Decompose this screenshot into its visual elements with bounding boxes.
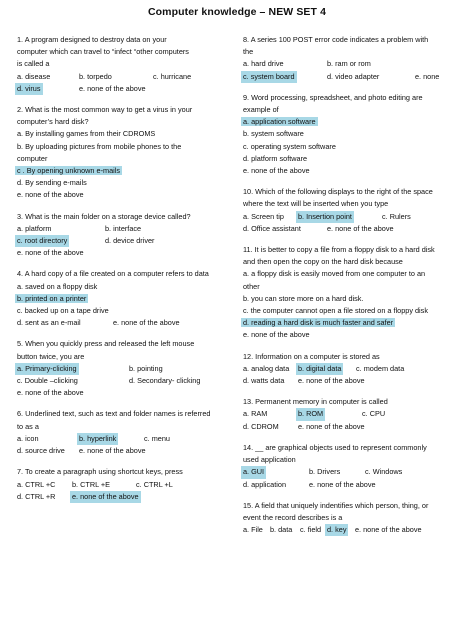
question-5	[17, 338, 235, 399]
options-row	[17, 223, 235, 235]
option-d: d. application	[243, 479, 287, 489]
question-text: example of	[243, 105, 279, 115]
option-b-answer: b. ROM	[296, 408, 325, 420]
option-c: c. CPU	[362, 409, 386, 419]
option-a-answer: a. application software	[243, 117, 316, 127]
options-row	[243, 524, 465, 536]
options-row	[243, 479, 465, 491]
question-14	[243, 442, 465, 491]
option-e: e. none	[415, 71, 440, 81]
option-e: e. none of the above	[17, 388, 84, 398]
option-b: b. system software	[243, 129, 304, 139]
option-c: c. menu	[144, 433, 170, 443]
options-row	[17, 235, 235, 247]
option-b: b. pointing	[129, 363, 163, 373]
option-e: e. none of the above	[309, 479, 376, 489]
options-row	[243, 58, 465, 70]
question-text: 3. What is the main folder on a storage device called?	[17, 211, 191, 221]
option-e: e. none of the above	[298, 376, 365, 386]
option-a: a. File	[243, 525, 263, 535]
question-text: 15. A field that uniquely indentifies which person, thing, or	[243, 500, 429, 510]
option-a: a. platform	[17, 223, 52, 233]
question-text: to as a	[17, 421, 39, 431]
option-b: b. By uploading pictures from mobile phones to the	[17, 141, 182, 151]
option-a: a. disease	[17, 71, 51, 81]
question-text: 13. Permanent memory in computer is called	[243, 397, 388, 407]
option-b: b. interface	[105, 223, 142, 233]
option-c: c. backed up on a tape drive	[17, 306, 109, 316]
options-row	[243, 408, 465, 420]
option-d: d. By sending e-mails	[17, 178, 87, 188]
option-a: a. RAM	[243, 409, 268, 419]
question-text: 2. What is the most common way to get a virus in your	[17, 105, 193, 115]
option-a: a. saved on a floppy disk	[17, 281, 98, 291]
option-e: e. none of the above	[243, 330, 310, 340]
question-text: 11. It is better to copy a file from a floppy disk to a hard disk	[243, 245, 435, 255]
option-b-answer: b. hyperlink	[77, 433, 118, 445]
options-row	[17, 317, 235, 329]
option-e: e. none of the above	[17, 190, 84, 200]
option-b-answer: b. digital data	[296, 363, 343, 375]
options-row	[243, 211, 465, 223]
question-text: 9. Word processing, spreadsheet, and photo editing are	[243, 92, 423, 102]
right-column	[243, 34, 465, 545]
question-text: 7. To create a paragraph using shortcut keys, press	[17, 467, 183, 477]
option-d: d. Office assistant	[243, 223, 301, 233]
options-row	[17, 479, 235, 491]
option-e: e. none of the above	[113, 318, 180, 328]
option-b: b. data	[270, 525, 293, 535]
question-7	[17, 466, 235, 503]
option-d: d. Secondary- clicking	[129, 376, 201, 386]
option-d-answer: d. key	[325, 524, 348, 536]
option-c: c. operating system software	[243, 141, 336, 151]
options-row	[17, 375, 235, 387]
option-d: d. video adapter	[327, 71, 380, 81]
option-d: d. sent as an e-mail	[17, 318, 81, 328]
option-b-answer: b. Insertion point	[296, 211, 354, 223]
left-column	[17, 34, 235, 512]
option-c-answer: c . By opening unknown e-mails	[17, 166, 121, 176]
option-c: c. the computer cannot open a file stored on a floppy disk	[243, 306, 428, 316]
option-c: c. modem data	[356, 363, 405, 373]
option-d: d. CTRL +R	[17, 491, 56, 501]
option-a: a. a floppy disk is easily moved from one computer to an	[243, 269, 426, 279]
options-row	[17, 445, 235, 457]
question-2	[17, 104, 235, 202]
option-e: e. none of the above	[79, 446, 146, 456]
options-row	[243, 223, 465, 235]
option-b: b. CTRL +E	[72, 479, 111, 489]
options-row	[243, 71, 465, 83]
option-c: c. Windows	[365, 467, 403, 477]
option-b-cont: computer	[17, 153, 48, 163]
option-c: c. CTRL +L	[136, 479, 173, 489]
option-d-answer: d. reading a hard disk is much faster and safer	[243, 318, 394, 328]
question-text: computer which can travel to “infect “other computers	[17, 47, 189, 57]
option-d: d. platform software	[243, 153, 308, 163]
question-text: event the record describes is a	[243, 512, 343, 522]
options-row	[243, 375, 465, 387]
option-b: b. Drivers	[309, 467, 341, 477]
option-d-answer: d. virus	[15, 83, 43, 95]
option-d: d. source drive	[17, 446, 65, 456]
question-13	[243, 396, 465, 433]
question-text: is called a	[17, 59, 50, 69]
option-c-answer: c. root directory	[15, 235, 69, 247]
option-a: a. By installing games from their CDROMS	[17, 129, 156, 139]
question-3	[17, 211, 235, 260]
question-text: button twice, you are	[17, 351, 85, 361]
question-8	[243, 34, 465, 83]
option-e: e. none of the above	[79, 83, 146, 93]
question-4	[17, 268, 235, 329]
options-row	[17, 491, 235, 503]
question-12	[243, 351, 465, 388]
option-e: e. none of the above	[327, 223, 394, 233]
option-c: c. Double –clicking	[17, 376, 78, 386]
option-e: e. none of the above	[243, 166, 310, 176]
option-d: d. device driver	[105, 236, 155, 246]
question-text: 14. __ are graphical objects used to represent commonly	[243, 442, 427, 452]
question-text: 5. When you quickly press and released the left mouse	[17, 339, 195, 349]
option-e: e. none of the above	[355, 525, 422, 535]
question-text: and then open the copy on the hard disk because	[243, 257, 403, 267]
option-b: b. you can store more on a hard disk.	[243, 293, 364, 303]
option-e: e. none of the above	[298, 421, 365, 431]
question-text: 4. A hard copy of a file created on a computer refers to data	[17, 269, 209, 279]
question-text: 8. A series 100 POST error code indicates a problem with	[243, 35, 429, 44]
option-b: b. torpedo	[79, 71, 112, 81]
option-e-answer: e. none of the above	[70, 491, 141, 503]
question-text: the	[243, 47, 254, 57]
option-a: a. hard drive	[243, 59, 284, 69]
question-15	[243, 500, 465, 537]
question-text: 10. Which of the following displays to the right of the space	[243, 187, 433, 197]
option-c: c. hurricane	[153, 71, 192, 81]
option-a: a. analog data	[243, 363, 290, 373]
option-a-answer: a. Primary-clicking	[15, 363, 79, 375]
options-row	[243, 363, 465, 375]
question-10	[243, 186, 465, 235]
option-e: e. none of the above	[17, 248, 84, 258]
option-a: a. icon	[17, 433, 39, 443]
question-text: 12. Information on a computer is stored as	[243, 351, 380, 361]
question-text: where the text will be inserted when you type	[243, 199, 389, 209]
option-d: d. CDROM	[243, 421, 279, 431]
options-row	[17, 363, 235, 375]
question-text: used application	[243, 455, 296, 465]
option-b: b. ram or rom	[327, 59, 371, 69]
question-1	[17, 34, 235, 95]
question-9	[243, 92, 465, 177]
page-title: Computer knowledge – NEW SET 4	[147, 6, 327, 18]
options-row	[17, 433, 235, 445]
option-c: c. Rulers	[382, 211, 411, 221]
option-a-answer: a. GUI	[241, 466, 266, 478]
options-row	[17, 83, 235, 95]
question-6	[17, 408, 235, 457]
question-text: 6. Underlined text, such as text and folder names is referred	[17, 409, 211, 419]
question-text: computer’s hard disk?	[17, 117, 89, 127]
option-c: c. field	[300, 525, 322, 535]
option-a-cont: other	[243, 281, 260, 291]
options-row	[243, 421, 465, 433]
options-row	[17, 71, 235, 83]
option-b-answer: b. printed on a printer	[17, 293, 87, 303]
question-text: 1. A program designed to destroy data on your	[17, 35, 167, 44]
option-d: d. watts data	[243, 376, 285, 386]
option-a: a. Screen tip	[243, 211, 284, 221]
option-a: a. CTRL +C	[17, 479, 56, 489]
option-c-answer: c. system board	[241, 71, 297, 83]
question-11	[243, 244, 465, 342]
options-row	[243, 466, 465, 478]
